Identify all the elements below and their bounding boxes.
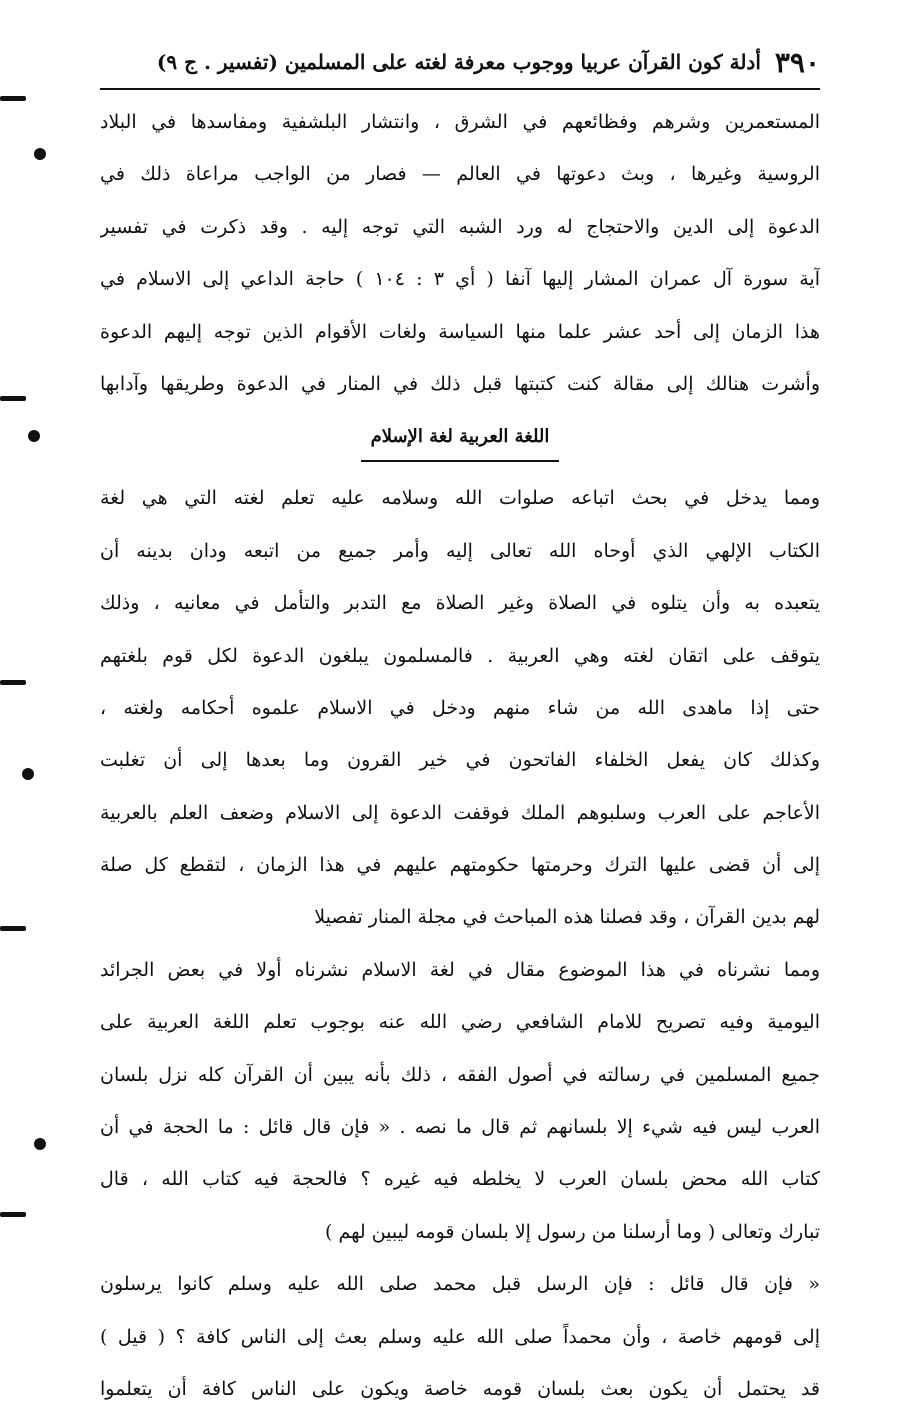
text-line: المستعمرين وشرهم وفظائعهم في الشرق ، وانتشار البلشفية ومفاسدها في البلاد (100, 111, 820, 133)
text-line: آية سورة آل عمران المشار إليها آنفا ( أي ٣ : ١٠٤ ) حاجة الداعي إلى الاسلام في (100, 268, 820, 291)
scan-mark (22, 768, 34, 780)
running-title: أدلة كون القرآن عربيا ووجوب معرفة لغته على المسلمين (تفسير . ج ٩) (156, 50, 761, 74)
body-text (100, 96, 820, 1415)
paragraph-4 (100, 1258, 820, 1415)
text-line: الدعوة إلى الدين والاحتجاج له ورد الشبه التي توجه إليه . وقد ذكرت في تفسير (100, 215, 820, 238)
page-number: ٣٩٠ (774, 45, 820, 79)
text-line: كتاب الله محض بلسان العرب لا يخلطه فيه غيره ؟ فالحجة فيه كتاب الله ، قال (100, 1168, 820, 1191)
text-line: قد يحتمل أن يكون بعث بلسان قومه خاصة ويكون على الناس كافة أن يتعلموا (100, 1377, 820, 1400)
paragraph-1 (100, 96, 820, 410)
text-line: ومما يدخل في بحث اتباعه صلوات الله وسلامه عليه تعلم لغته التي هي لغة (100, 487, 820, 510)
text-line: الأعاجم على العرب وسلبوهم الملك فوقفت الدعوة إلى الاسلام وضعف العلم بالعربية (100, 801, 820, 824)
text-line: ومما نشرناه في هذا الموضوع مقال في لغة الاسلام نشرناه أولا في بعض الجرائد (100, 958, 820, 981)
text-line: تبارك وتعالى ( وما أرسلنا من رسول إلا بلسان قومه ليبين لهم ) (325, 1220, 820, 1243)
scan-mark (0, 96, 26, 101)
text-line: العرب ليس فيه شيء إلا بلسانهم ثم قال ما نصه . « فإن قال قائل : ما الحجة في أن (100, 1116, 820, 1139)
scan-mark (34, 148, 46, 160)
scan-mark (0, 1212, 26, 1217)
page-header (100, 36, 820, 90)
text-line: الكتاب الإلهي الذي أوحاه الله تعالى إليه وأمر جميع من اتبعه ودان بدينه أن (100, 539, 820, 562)
paragraph-2 (100, 472, 820, 944)
text-line: لهم بدين القرآن ، وقد فصلنا هذه المباحث في مجلة المنار تفصيلا (314, 906, 820, 929)
text-line: « فإن قال قائل : فإن الرسل قبل محمد صلى الله عليه وسلم كانوا يرسلون (100, 1273, 820, 1296)
text-line: وأشرت هنالك إلى مقالة كنت كتبتها قبل ذلك في المنار في الدعوة وطريقها وآدابها (100, 372, 820, 395)
scan-mark (0, 680, 26, 685)
scan-mark (28, 430, 40, 442)
text-line: هذا الزمان إلى أحد عشر علما منها السياسة ولغات الأقوام الذين توجه إليهم الدعوة (100, 320, 820, 343)
text-line: الروسية وغيرها ، وبث دعوتها في العالم — فصار من الواجب مراعاة ذلك في (100, 163, 820, 186)
text-line: اليومية وفيه تصريح للامام الشافعي رضي الله عنه بوجوب تعلم اللغة العربية على (100, 1011, 820, 1034)
text-line: إلى أن قضى عليها الترك وحرمتها حكومتهم عليهم في هذا الزمان ، لتقطع كل صلة (100, 854, 820, 877)
section-heading-text: اللغة العربية لغة الإسلام (361, 420, 560, 462)
text-line: جميع المسلمين في رسالته في أصول الفقه ، ذلك بأنه يبين أن القرآن كله نزل بلسان (100, 1063, 820, 1086)
section-heading (100, 410, 820, 472)
scan-mark (0, 926, 26, 931)
text-line: حتى إذا ماهدى الله من شاء منهم ودخل في الاسلام علموه أحكامه ولغته ، (100, 696, 820, 719)
scan-mark (34, 1138, 46, 1150)
paragraph-3 (100, 944, 820, 1258)
scan-mark (0, 396, 26, 401)
text-line: يتعبده به وأن يتلوه في الصلاة وغير الصلاة مع التدبر والتأمل في معانيه ، وذلك (100, 592, 820, 615)
text-line: إلى قومهم خاصة ، وأن محمداً صلى الله عليه وسلم بعث إلى الناس كافة ؟ ( قيل ) (100, 1325, 820, 1348)
text-line: يتوقف على اتقان لغته وهي العربية . فالمسلمون يبلغون الدعوة لكل قوم بلغتهم (100, 644, 820, 667)
text-line: وكذلك كان يفعل الخلفاء الفاتحون في خير القرون وما بعدها إلى أن تغلبت (100, 749, 820, 772)
